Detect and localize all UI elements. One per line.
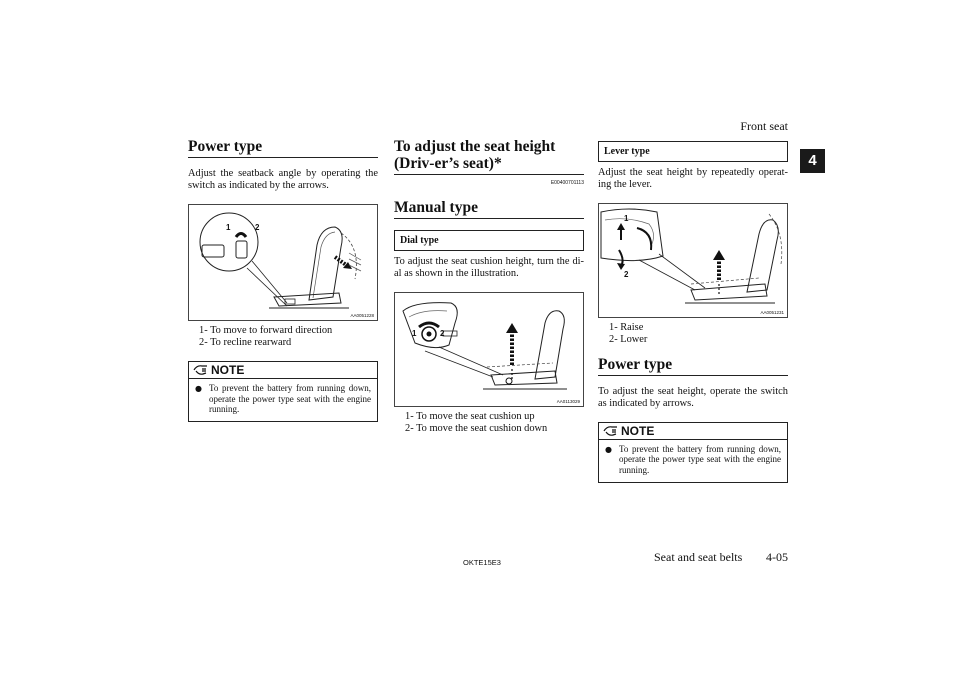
caption: 1- To move the seat cushion up bbox=[405, 410, 535, 422]
left-heading: Power type bbox=[188, 138, 378, 158]
callout-1: 1 bbox=[624, 213, 629, 223]
chapter-tab: 4 bbox=[800, 149, 825, 173]
callout-2: 2 bbox=[624, 269, 629, 279]
section-title: Seat and seat belts bbox=[654, 550, 743, 564]
lever-figure bbox=[598, 203, 788, 318]
right-body: Adjust the seat height by repeatedly operat-ing the lever. bbox=[598, 167, 788, 191]
middle-heading: To adjust the seat height (Driv-er’s seat)* bbox=[394, 138, 584, 175]
figure-code: AA0051228 bbox=[350, 312, 374, 318]
figure-code: AA0051231 bbox=[760, 309, 784, 315]
seatback-figure bbox=[188, 204, 378, 321]
bullet-icon: ● bbox=[605, 444, 612, 454]
manual-type-heading: Manual type bbox=[394, 199, 584, 219]
caption: 1- Raise bbox=[609, 321, 644, 333]
caption: 2- To move the seat cushion down bbox=[405, 423, 548, 435]
power-type-heading: Power type bbox=[598, 356, 788, 376]
note-text: To prevent the battery from running down, operate the power type seat with the engine running. bbox=[209, 383, 371, 415]
note-header bbox=[189, 362, 377, 379]
note-hand-icon bbox=[193, 364, 208, 376]
left-column bbox=[188, 138, 378, 422]
middle-body: To adjust the seat cushion height, turn the di-al as shown in the illustration. bbox=[394, 256, 584, 280]
note-box bbox=[598, 422, 788, 483]
dial-type-label: Dial type bbox=[394, 230, 584, 251]
note-label: NOTE bbox=[211, 363, 245, 377]
note-box bbox=[188, 361, 378, 422]
caption: 2- To recline rearward bbox=[199, 337, 292, 349]
note-label: NOTE bbox=[621, 423, 655, 438]
callout-2: 2 bbox=[255, 222, 260, 232]
lever-type-label: Lever type bbox=[598, 141, 788, 162]
running-head: Front seat bbox=[740, 119, 788, 133]
dial-seat-illustration bbox=[395, 293, 583, 406]
bullet-icon: ● bbox=[195, 384, 202, 393]
callout-2: 2 bbox=[440, 328, 445, 338]
figure-code: AA0113029 bbox=[556, 398, 580, 404]
right-column bbox=[598, 141, 788, 483]
left-body: Adjust the seatback angle by operating the switch as indicated by the arrows. bbox=[188, 168, 378, 192]
section-code: E00400701113 bbox=[550, 180, 584, 186]
caption: 2- Lower bbox=[609, 334, 648, 346]
document-code: OKTE15E3 bbox=[463, 558, 501, 567]
right-body-2: To adjust the seat height, operate the switch as indicated by arrows. bbox=[598, 386, 788, 410]
callout-1: 1 bbox=[412, 328, 417, 338]
note-header bbox=[599, 423, 787, 440]
note-text: To prevent the battery from running down, operate the power type seat with the engine running. bbox=[619, 443, 781, 475]
middle-column bbox=[394, 138, 584, 436]
page-number: 4-05 bbox=[766, 550, 788, 564]
note-hand-icon bbox=[603, 425, 618, 437]
caption: 1- To move to forward direction bbox=[199, 324, 333, 336]
seatback-illustration bbox=[189, 205, 377, 320]
callout-1: 1 bbox=[226, 222, 231, 232]
dial-figure bbox=[394, 292, 584, 407]
